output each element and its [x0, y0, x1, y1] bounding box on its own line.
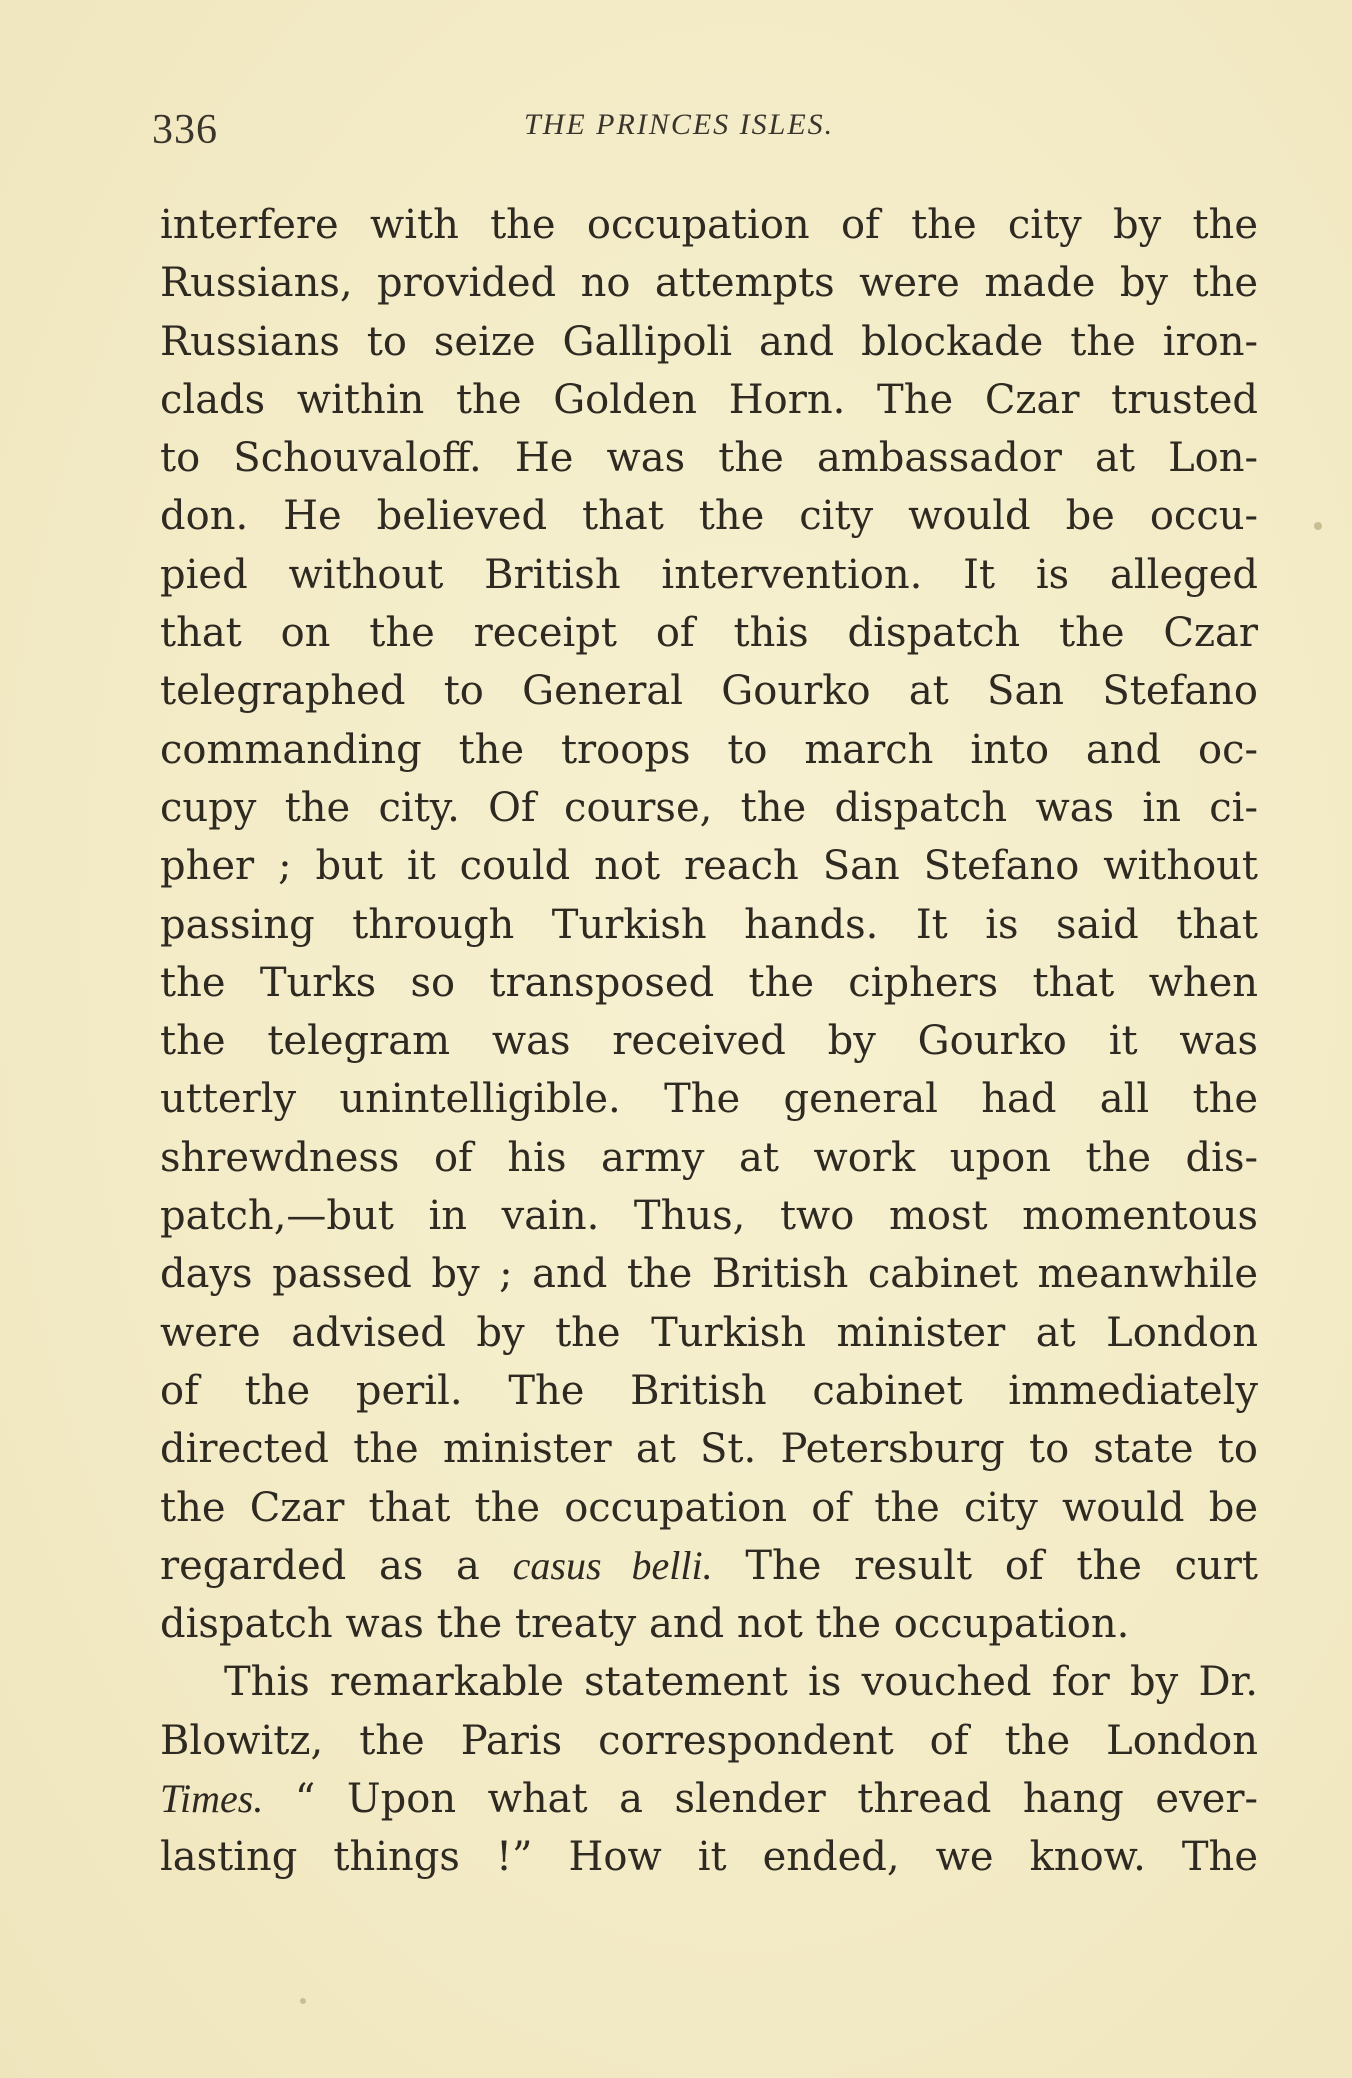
italic-phrase: casus belli.	[512, 1542, 713, 1588]
text-line: lasting things !” How it ended, we know. The	[160, 1834, 1258, 1881]
text-line: days passed by ; and the British cabinet meanwhile	[160, 1251, 1258, 1298]
text-line: don. He believed that the city would be occu-	[160, 493, 1258, 540]
paragraph-end-line: dispatch was the treaty and not the occupation.	[160, 1601, 1130, 1648]
page-number: 336	[152, 107, 218, 153]
text-line-with-italic	[160, 1537, 1258, 1595]
text-line: patch,—but in vain. Thus, two most momentous	[160, 1193, 1258, 1240]
text-line: commanding the troops to march into and oc-	[160, 726, 1258, 773]
text-line: Russians, provided no attempts were made by the	[160, 260, 1258, 307]
text-line: interfere with the occupation of the city by the	[160, 202, 1258, 248]
paper-speck	[1314, 522, 1322, 530]
text-line: directed the minister at St. Petersburg to state to	[160, 1426, 1258, 1473]
body-text	[160, 196, 1258, 1887]
text-line: Russians to seize Gallipoli and blockade the iron-	[160, 318, 1258, 365]
italic-title: Times.	[160, 1776, 264, 1822]
text-line: to Schouvaloff. He was the ambassador at Lon-	[160, 435, 1258, 482]
text-line: telegraphed to General Gourko at San Stefano	[160, 668, 1258, 715]
text-line: cupy the city. Of course, the dispatch was in ci-	[160, 784, 1258, 831]
text-line: were advised by the Turkish minister at London	[160, 1309, 1258, 1356]
paper-speck	[300, 1998, 306, 2004]
text-line: pied without British intervention. It is alleged	[160, 551, 1258, 598]
text-line: the telegram was received by Gourko it was	[160, 1018, 1258, 1065]
text-line: of the peril. The British cabinet immediately	[160, 1367, 1258, 1414]
running-title: THE PRINCES ISLES.	[524, 108, 835, 141]
text-line: Blowitz, the Paris correspondent of the London	[160, 1717, 1258, 1764]
text-segment: regarded as a	[160, 1542, 513, 1589]
paragraph-start-line: This remarkable statement is vouched for by Dr.	[224, 1659, 1258, 1706]
text-line: utterly unintelligible. The general had all the	[160, 1076, 1258, 1123]
text-segment: “ Upon what a slender thread hang ever-	[263, 1776, 1258, 1823]
text-line: the Czar that the occupation of the city would be	[160, 1484, 1258, 1531]
text-line: the Turks so transposed the ciphers that when	[160, 959, 1258, 1006]
text-line: pher ; but it could not reach San Stefano without	[160, 843, 1258, 890]
page-header	[152, 96, 1257, 156]
text-line: shrewdness of his army at work upon the dis-	[160, 1134, 1258, 1181]
text-line-with-italic	[160, 1770, 1258, 1828]
text-segment: The result of the curt	[712, 1542, 1258, 1589]
text-line: clads within the Golden Horn. The Czar trusted	[160, 376, 1258, 423]
text-line: passing through Turkish hands. It is said that	[160, 901, 1258, 948]
text-line: that on the receipt of this dispatch the Czar	[160, 610, 1258, 657]
